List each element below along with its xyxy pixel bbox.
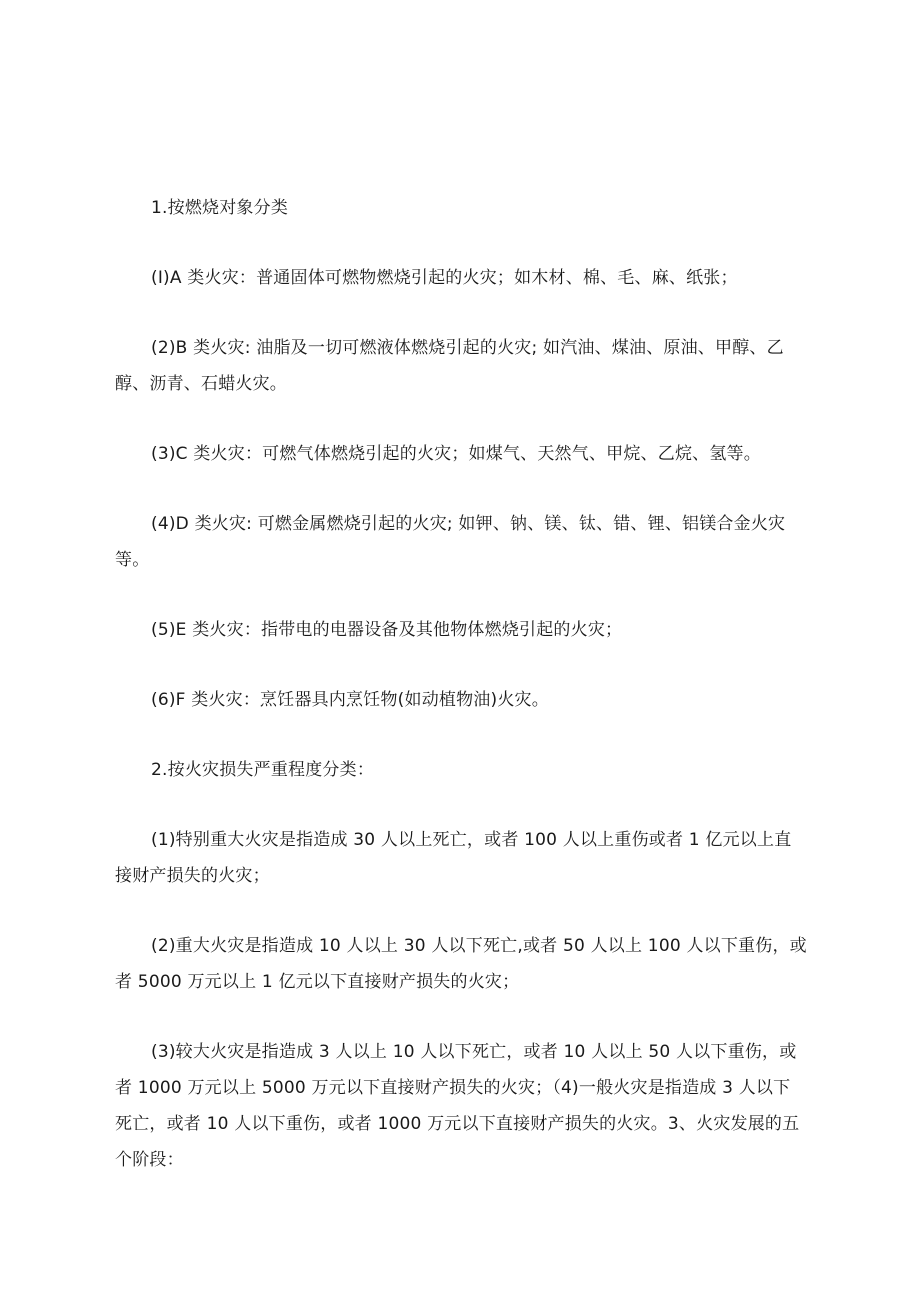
paragraph-class-a-fire: (I)A 类火灾：普通固体可燃物燃烧引起的火灾；如木材、棉、毛、麻、纸张； [151, 268, 738, 288]
paragraph-class-b-fire: (2)B 类火灾: 油脂及一切可燃液体燃烧引起的火灾; 如汽油、煤油、原油、甲醇、乙醇、沥青、石蜡火灾。 [115, 338, 784, 394]
paragraph-class-f-fire: (6)F 类火灾：烹饪器具内烹饪物(如动植物油)火灾。 [151, 690, 549, 710]
paragraph-especially-major-fire: (1)特别重大火灾是指造成 30 人以上死亡，或者 100 人以上重伤或者 1 亿元以上直接财产损失的火灾； [115, 830, 792, 886]
paragraph-class-e-fire: (5)E 类火灾：指带电的电器设备及其他物体燃烧引起的火灾； [151, 620, 623, 640]
paragraph-class-d-fire: (4)D 类火灾: 可燃金属燃烧引起的火灾; 如钾、钠、镁、钛、错、锂、铝镁合金火灾等。 [115, 514, 786, 570]
document-body [115, 190, 807, 1178]
paragraph-class-c-fire: (3)C 类火灾：可燃气体燃烧引起的火灾；如煤气、天然气、甲烷、乙烷、氢等。 [151, 444, 761, 464]
paragraph-major-fire: (2)重大火灾是指造成 10 人以上 30 人以下死亡,或者 50 人以上 100 人以下重伤，或者 5000 万元以上 1 亿元以下直接财产损失的火灾； [115, 936, 807, 992]
section-heading-combustion-object: 1.按燃烧对象分类 [151, 198, 289, 218]
section-heading-loss-severity: 2.按火灾损失严重程度分类： [151, 760, 375, 780]
paragraph-larger-and-general-fire: (3)较大火灾是指造成 3 人以上 10 人以下死亡，或者 10 人以上 50 人以下重伤，或者 1000 万元以上 5000 万元以下直接财产损失的火灾；（4)一般火灾是指造成 3 人以下死亡，或者 10 人以下重伤，或者 1000 万元以下直接财产损失的火灾。3、火灾发展的五个阶段： [115, 1042, 800, 1170]
